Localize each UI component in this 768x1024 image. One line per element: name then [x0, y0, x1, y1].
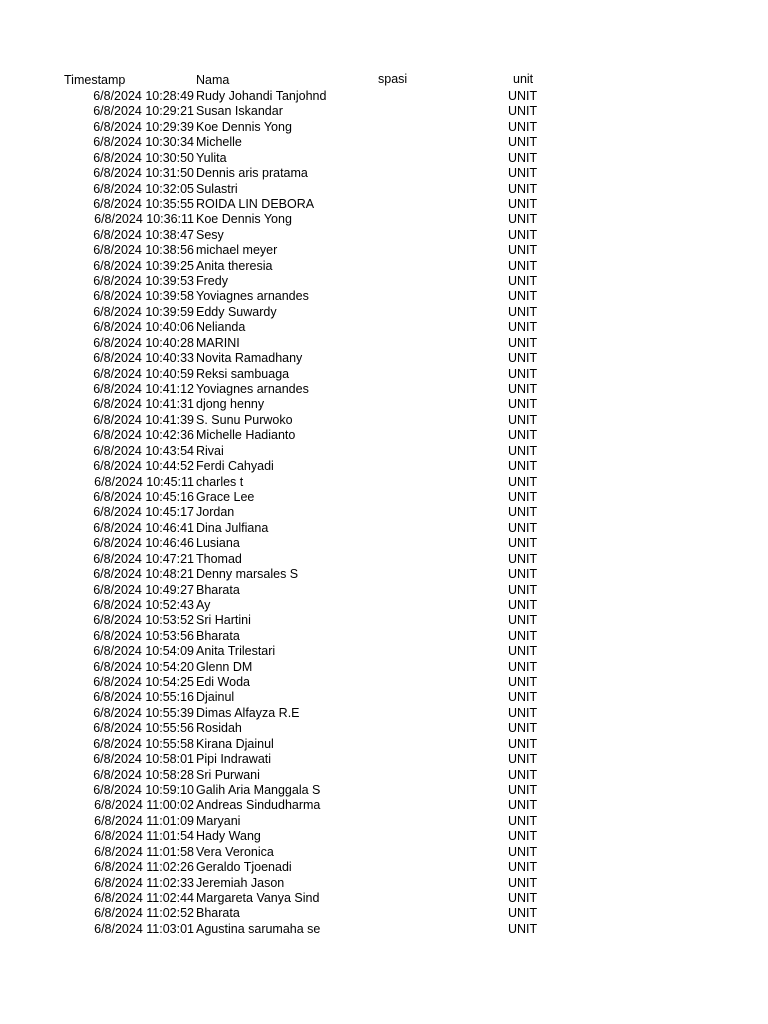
timestamp-cell: 6/8/2024 10:59:10: [93, 782, 194, 797]
table-row: [0, 876, 768, 891]
nama-cell: S. Sunu Purwoko: [196, 412, 293, 427]
timestamp-cell: 6/8/2024 10:29:21: [93, 104, 194, 119]
nama-cell: Geraldo Tjoenadi: [196, 860, 292, 875]
table-row: [0, 367, 768, 382]
nama-cell: Pipi Indrawati: [196, 752, 272, 767]
timestamp-cell: 6/8/2024 10:41:39: [93, 412, 194, 427]
unit-cell: UNIT: [508, 258, 538, 273]
timestamp-cell: 6/8/2024 10:45:17: [93, 505, 194, 520]
timestamp-cell: 6/8/2024 11:02:33: [94, 875, 194, 890]
nama-cell: Sulastri: [196, 181, 238, 196]
table-row: [0, 798, 768, 813]
timestamp-cell: 6/8/2024 10:46:46: [93, 536, 194, 551]
table-row: [0, 829, 768, 844]
nama-cell: Edi Woda: [196, 675, 250, 690]
timestamp-cell: 6/8/2024 10:40:28: [93, 335, 194, 350]
nama-cell: Margareta Vanya Sind: [196, 890, 320, 905]
timestamp-cell: 6/8/2024 10:44:52: [93, 459, 194, 474]
timestamp-cell: 6/8/2024 10:42:36: [93, 428, 194, 443]
table-row: [0, 814, 768, 829]
nama-cell: Anita Trilestari: [196, 644, 276, 659]
unit-cell: UNIT: [508, 906, 538, 921]
timestamp-cell: 6/8/2024 10:54:25: [93, 675, 194, 690]
timestamp-cell: 6/8/2024 10:58:28: [93, 767, 194, 782]
timestamp-cell: 6/8/2024 10:52:43: [93, 597, 194, 612]
unit-cell: UNIT: [508, 659, 538, 674]
nama-cell: Eddy Suwardy: [196, 304, 277, 319]
unit-cell: UNIT: [508, 582, 538, 597]
timestamp-cell: 6/8/2024 10:54:09: [93, 644, 194, 659]
table-row: [0, 228, 768, 243]
timestamp-cell: 6/8/2024 10:38:47: [93, 227, 194, 242]
unit-cell: UNIT: [508, 166, 538, 181]
unit-cell: UNIT: [508, 104, 538, 119]
unit-cell: UNIT: [508, 798, 538, 813]
unit-cell: UNIT: [508, 489, 538, 504]
nama-cell: Rosidah: [196, 721, 242, 736]
unit-cell: UNIT: [508, 397, 538, 412]
timestamp-cell: 6/8/2024 10:55:56: [93, 721, 194, 736]
nama-cell: Jeremiah Jason: [196, 875, 285, 890]
timestamp-cell: 6/8/2024 10:41:31: [93, 397, 194, 412]
timestamp-cell: 6/8/2024 11:02:52: [94, 906, 194, 921]
nama-cell: Yoviagnes arnandes: [196, 382, 309, 397]
nama-cell: djong henny: [196, 397, 265, 412]
unit-cell: UNIT: [508, 135, 538, 150]
timestamp-cell: 6/8/2024 10:30:50: [93, 150, 194, 165]
timestamp-cell: 6/8/2024 10:54:20: [93, 659, 194, 674]
unit-cell: UNIT: [508, 752, 538, 767]
table-row: [0, 675, 768, 690]
nama-cell: Glenn DM: [196, 659, 253, 674]
column-header-spasi: spasi: [378, 72, 408, 86]
table-row: [0, 104, 768, 119]
table-row: [0, 583, 768, 598]
nama-cell: Maryani: [196, 813, 241, 828]
table-row: [0, 521, 768, 536]
nama-cell: Michelle: [196, 135, 242, 150]
timestamp-cell: 6/8/2024 10:58:01: [93, 752, 194, 767]
unit-cell: UNIT: [508, 860, 538, 875]
table-row: [0, 336, 768, 351]
table-row: [0, 922, 768, 937]
unit-cell: UNIT: [508, 829, 538, 844]
nama-cell: Denny marsales S: [196, 567, 299, 582]
table-row: [0, 706, 768, 721]
unit-cell: UNIT: [508, 890, 538, 905]
nama-cell: Yulita: [196, 150, 227, 165]
unit-cell: UNIT: [508, 813, 538, 828]
table-row: [0, 166, 768, 181]
table-row: [0, 459, 768, 474]
timestamp-cell: 6/8/2024 10:45:16: [93, 489, 194, 504]
table-row: [0, 212, 768, 227]
unit-cell: UNIT: [508, 89, 538, 103]
unit-cell: UNIT: [508, 474, 538, 489]
unit-cell: UNIT: [508, 736, 538, 751]
table-row: [0, 197, 768, 212]
nama-cell: Nelianda: [196, 320, 246, 335]
unit-cell: UNIT: [508, 274, 538, 289]
nama-cell: Agustina sarumaha se: [196, 921, 321, 936]
nama-cell: Rivai: [196, 443, 224, 458]
unit-cell: UNIT: [508, 644, 538, 659]
table-row: [0, 721, 768, 736]
nama-cell: Jordan: [196, 505, 235, 520]
nama-cell: Anita theresia: [196, 258, 273, 273]
nama-cell: Michelle Hadianto: [196, 428, 296, 443]
table-row: [0, 444, 768, 459]
nama-cell: Bharata: [196, 628, 240, 643]
nama-cell: Novita Ramadhany: [196, 351, 303, 366]
unit-cell: UNIT: [508, 412, 538, 427]
unit-cell: UNIT: [508, 351, 538, 366]
timestamp-cell: 6/8/2024 10:39:53: [93, 274, 194, 289]
timestamp-cell: 6/8/2024 10:45:11: [94, 474, 194, 489]
table-row: [0, 320, 768, 335]
nama-cell: charles t: [196, 474, 244, 489]
timestamp-cell: 6/8/2024 10:36:11: [94, 212, 194, 227]
column-header-unit: unit: [513, 72, 534, 86]
nama-cell: Thomad: [196, 551, 242, 566]
nama-cell: Bharata: [196, 582, 240, 597]
table-row: [0, 413, 768, 428]
unit-cell: UNIT: [508, 150, 538, 165]
unit-cell: UNIT: [508, 782, 538, 797]
nama-cell: Susan Iskandar: [196, 104, 283, 119]
unit-cell: UNIT: [508, 551, 538, 566]
timestamp-cell: 6/8/2024 10:28:49: [93, 89, 194, 103]
table-row: [0, 351, 768, 366]
nama-cell: Dennis aris pratama: [196, 166, 308, 181]
table-row: [0, 891, 768, 906]
timestamp-cell: 6/8/2024 10:40:06: [93, 320, 194, 335]
timestamp-cell: 6/8/2024 10:40:59: [93, 366, 194, 381]
data-rows: [0, 89, 768, 937]
table-row: [0, 845, 768, 860]
table-row: [0, 752, 768, 767]
timestamp-cell: 6/8/2024 10:46:41: [93, 520, 194, 535]
timestamp-cell: 6/8/2024 10:53:56: [93, 628, 194, 643]
timestamp-cell: 6/8/2024 10:47:21: [93, 551, 194, 566]
unit-cell: UNIT: [508, 443, 538, 458]
nama-cell: Sri Purwani: [196, 767, 260, 782]
table-row: [0, 552, 768, 567]
table-row: [0, 629, 768, 644]
unit-cell: UNIT: [508, 304, 538, 319]
table-row: [0, 860, 768, 875]
nama-cell: Ferdi Cahyadi: [196, 459, 274, 474]
unit-cell: UNIT: [508, 613, 538, 628]
unit-cell: UNIT: [508, 705, 538, 720]
unit-cell: UNIT: [508, 428, 538, 443]
timestamp-cell: 6/8/2024 10:48:21: [93, 567, 194, 582]
timestamp-cell: 6/8/2024 10:39:25: [93, 258, 194, 273]
timestamp-cell: 6/8/2024 10:55:16: [93, 690, 194, 705]
timestamp-cell: 6/8/2024 10:30:34: [93, 135, 194, 150]
timestamp-cell: 6/8/2024 10:55:58: [93, 736, 194, 751]
nama-cell: Yoviagnes arnandes: [196, 289, 309, 304]
timestamp-cell: 6/8/2024 11:01:09: [94, 813, 194, 828]
unit-cell: UNIT: [508, 212, 538, 227]
unit-cell: UNIT: [508, 844, 538, 859]
timestamp-cell: 6/8/2024 10:41:12: [93, 382, 194, 397]
timestamp-cell: 6/8/2024 10:53:52: [93, 613, 194, 628]
nama-cell: Hady Wang: [196, 829, 261, 844]
nama-cell: Bharata: [196, 906, 240, 921]
timestamp-cell: 6/8/2024 10:43:54: [93, 443, 194, 458]
unit-cell: UNIT: [508, 459, 538, 474]
timestamp-cell: 6/8/2024 11:02:26: [94, 860, 194, 875]
unit-cell: UNIT: [508, 335, 538, 350]
unit-cell: UNIT: [508, 196, 538, 211]
nama-cell: Rudy Johandi Tanjohnd: [196, 89, 327, 103]
table-row: [0, 737, 768, 752]
table-row: [0, 259, 768, 274]
nama-cell: Djainul: [196, 690, 235, 705]
unit-cell: UNIT: [508, 721, 538, 736]
unit-cell: UNIT: [508, 382, 538, 397]
unit-cell: UNIT: [508, 119, 538, 134]
table-row: [0, 567, 768, 582]
table-row: [0, 536, 768, 551]
timestamp-cell: 6/8/2024 11:02:44: [94, 890, 194, 905]
timestamp-cell: 6/8/2024 10:29:39: [93, 119, 194, 134]
table-row: [0, 274, 768, 289]
timestamp-cell: 6/8/2024 11:01:58: [94, 844, 194, 859]
table-row: [0, 490, 768, 505]
nama-cell: Grace Lee: [196, 489, 255, 504]
unit-cell: UNIT: [508, 690, 538, 705]
unit-cell: UNIT: [508, 597, 538, 612]
unit-cell: UNIT: [508, 875, 538, 890]
nama-cell: Dimas Alfayza R.E: [196, 705, 300, 720]
nama-cell: Andreas Sindudharma: [196, 798, 321, 813]
nama-cell: Galih Aria Manggala S: [196, 782, 321, 797]
nama-cell: Reksi sambuaga: [196, 366, 290, 381]
table-row: [0, 243, 768, 258]
timestamp-cell: 6/8/2024 11:01:54: [94, 829, 194, 844]
table-row: [0, 305, 768, 320]
nama-cell: Fredy: [196, 274, 228, 289]
table-row: [0, 690, 768, 705]
unit-cell: UNIT: [508, 675, 538, 690]
unit-cell: UNIT: [508, 320, 538, 335]
unit-cell: UNIT: [508, 921, 538, 936]
table-row: [0, 182, 768, 197]
nama-cell: Ay: [196, 597, 211, 612]
nama-cell: michael meyer: [196, 243, 278, 258]
nama-cell: Koe Dennis Yong: [196, 212, 292, 227]
timestamp-cell: 6/8/2024 10:39:58: [93, 289, 194, 304]
timestamp-cell: 6/8/2024 11:00:02: [94, 798, 194, 813]
table-row: [0, 660, 768, 675]
table-row: [0, 783, 768, 798]
nama-cell: Lusiana: [196, 536, 240, 551]
table-row: [0, 505, 768, 520]
unit-cell: UNIT: [508, 536, 538, 551]
timestamp-cell: 6/8/2024 10:31:50: [93, 166, 194, 181]
unit-cell: UNIT: [508, 289, 538, 304]
table-row: [0, 289, 768, 304]
table-row: [0, 613, 768, 628]
timestamp-cell: 6/8/2024 10:55:39: [93, 705, 194, 720]
table-row: [0, 397, 768, 412]
nama-cell: Sesy: [196, 227, 224, 242]
table-row: [0, 906, 768, 921]
unit-cell: UNIT: [508, 243, 538, 258]
table-row: [0, 120, 768, 135]
timestamp-cell: 6/8/2024 10:38:56: [93, 243, 194, 258]
unit-cell: UNIT: [508, 628, 538, 643]
nama-cell: Vera Veronica: [196, 844, 274, 859]
table-row: [0, 382, 768, 397]
nama-cell: Sri Hartini: [196, 613, 251, 628]
unit-cell: UNIT: [508, 181, 538, 196]
nama-cell: MARINI: [196, 335, 240, 350]
unit-cell: UNIT: [508, 366, 538, 381]
nama-cell: Dina Julfiana: [196, 520, 269, 535]
nama-cell: Koe Dennis Yong: [196, 119, 292, 134]
table-row: [0, 428, 768, 443]
nama-cell: ROIDA LIN DEBORA: [196, 196, 315, 211]
table-row: [0, 89, 768, 104]
timestamp-cell: 6/8/2024 10:35:55: [93, 196, 194, 211]
timestamp-cell: 6/8/2024 10:39:59: [93, 304, 194, 319]
timestamp-cell: 6/8/2024 11:03:01: [94, 921, 194, 936]
unit-cell: UNIT: [508, 227, 538, 242]
table-row: [0, 768, 768, 783]
timestamp-cell: 6/8/2024 10:40:33: [93, 351, 194, 366]
timestamp-cell: 6/8/2024 10:32:05: [93, 181, 194, 196]
table-row: [0, 135, 768, 150]
table-row: [0, 598, 768, 613]
table-row: [0, 151, 768, 166]
column-header-timestamp: Timestamp: [64, 73, 126, 87]
nama-cell: Kirana Djainul: [196, 736, 274, 751]
table-row: [0, 475, 768, 490]
unit-cell: UNIT: [508, 520, 538, 535]
unit-cell: UNIT: [508, 505, 538, 520]
timestamp-cell: 6/8/2024 10:49:27: [93, 582, 194, 597]
unit-cell: UNIT: [508, 567, 538, 582]
unit-cell: UNIT: [508, 767, 538, 782]
column-header-nama: Nama: [196, 73, 230, 87]
table-row: [0, 644, 768, 659]
